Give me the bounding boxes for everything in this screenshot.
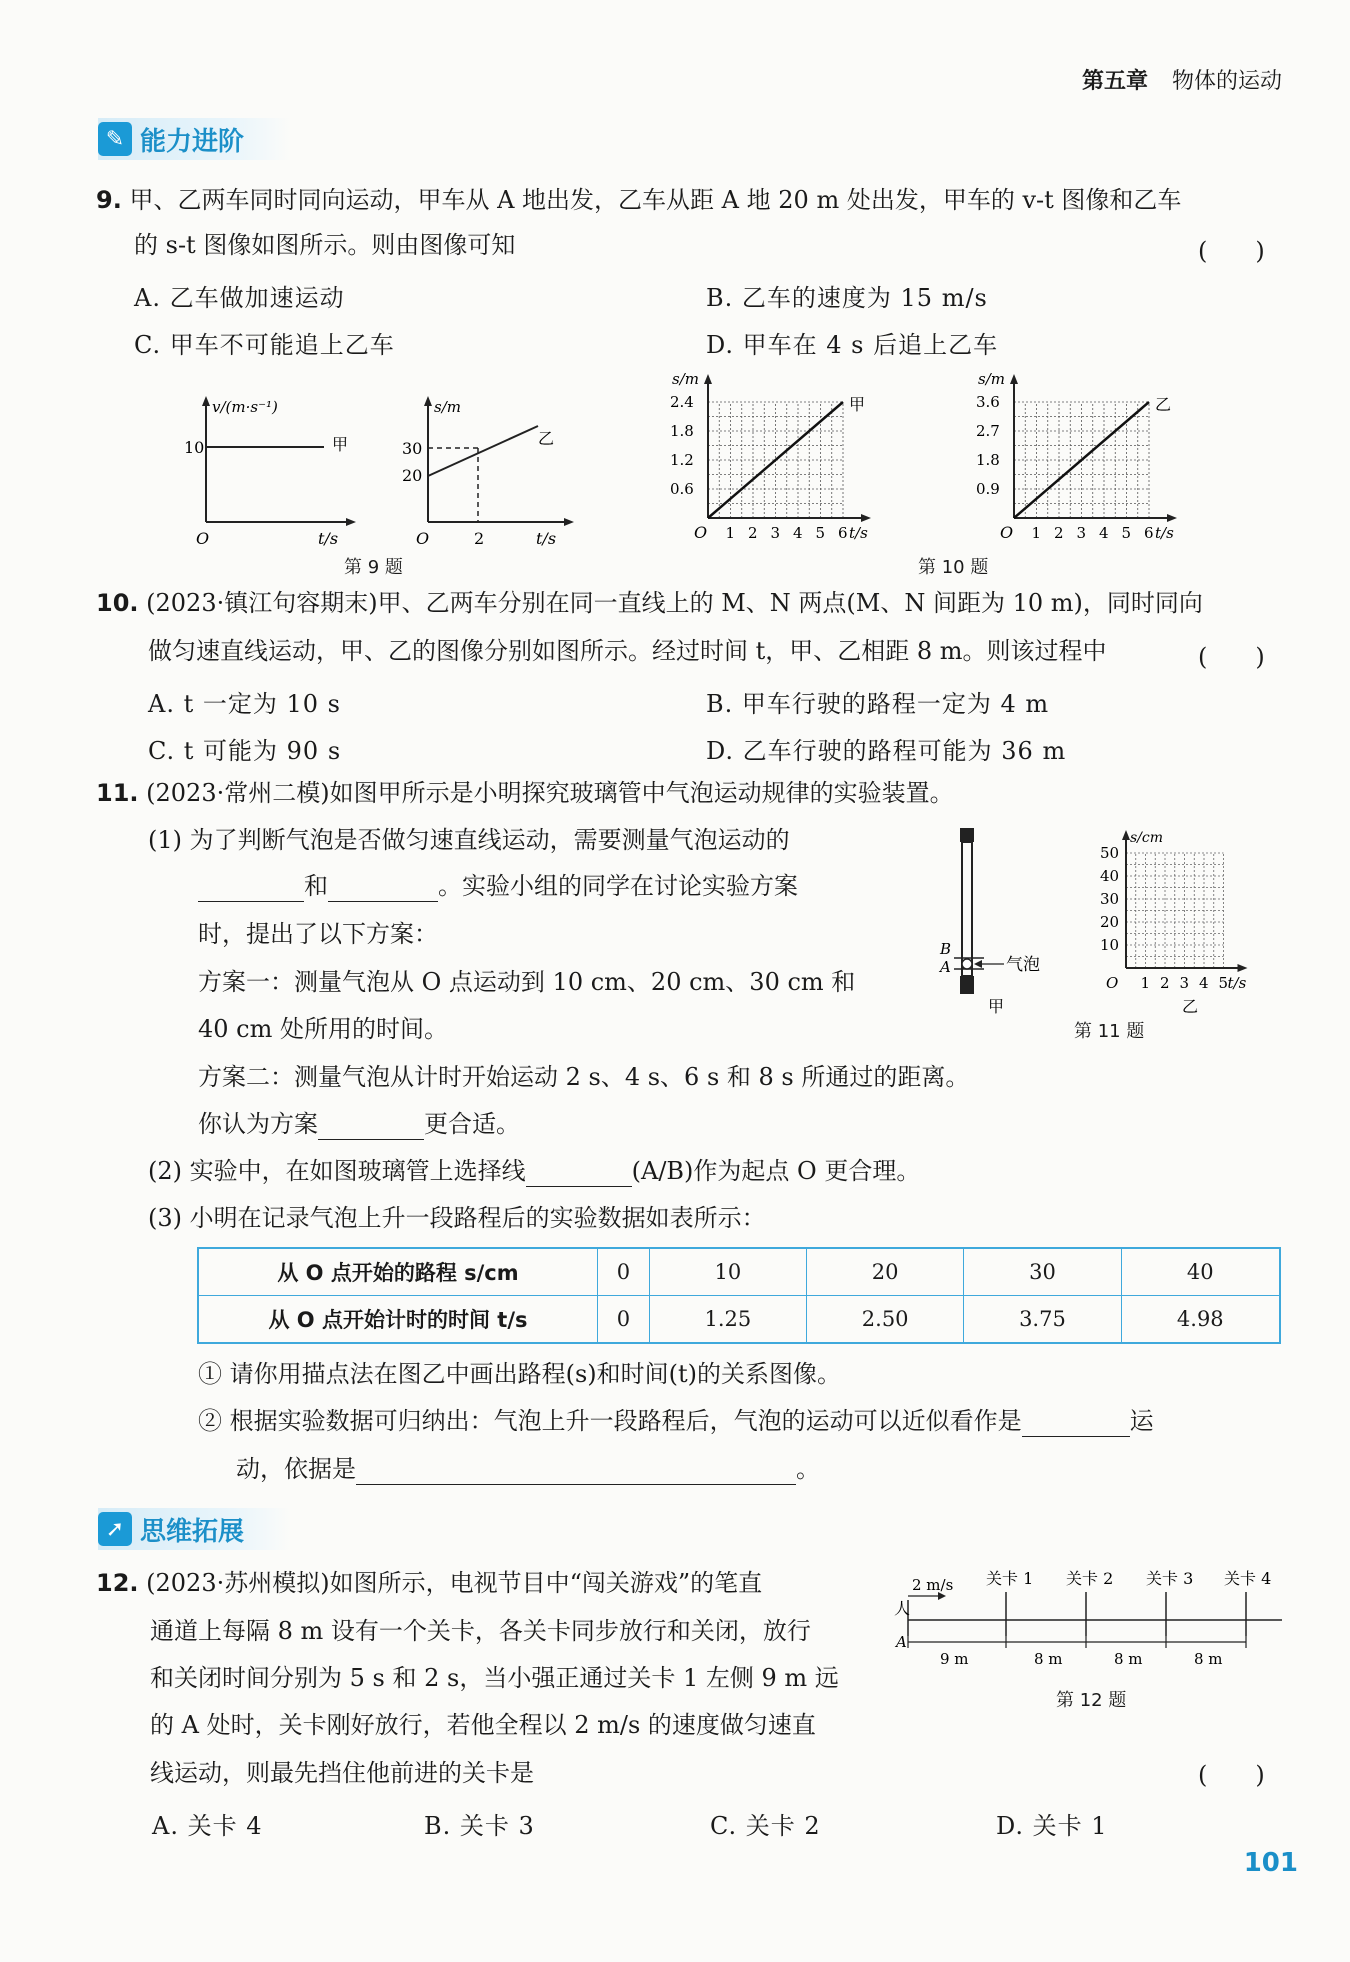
option-d: D. 乙车行驶的路程可能为 36 m bbox=[706, 737, 1067, 765]
axis-label-x: t/s bbox=[849, 524, 868, 542]
question-12-line2: 通道上每隔 8 m 设有一个关卡，各关卡同步放行和关闭，放行 bbox=[150, 1617, 811, 1645]
origin-label: O bbox=[196, 529, 210, 548]
series-label: 甲 bbox=[849, 395, 866, 414]
table-head-distance: 从 O 点开始的路程 s/cm bbox=[198, 1248, 598, 1296]
origin-label: O bbox=[1000, 523, 1014, 542]
question-text: (2023·镇江句容期末)甲、乙两车分别在同一直线上的 M、N 两点(M、N 间距为 10 m)，同时同向 bbox=[146, 589, 1203, 617]
question-number: 12. bbox=[96, 1569, 139, 1597]
axis-label-x: t/s bbox=[536, 529, 557, 548]
text: ② 根据实验数据可归纳出：气泡上升一段路程后，气泡的运动可以近似看作是 bbox=[198, 1407, 1022, 1435]
gate-label-2: 关卡 2 bbox=[1066, 1569, 1114, 1588]
q11-sub1: ① 请你用描点法在图乙中画出路程(s)和时间(t)的关系图像。 bbox=[198, 1360, 842, 1388]
speed-label: 2 m/s bbox=[912, 1576, 954, 1594]
chapter-title: 物体的运动 bbox=[1171, 69, 1282, 94]
option-d: D. 关卡 1 bbox=[996, 1812, 1108, 1840]
tick-label-x: 5 bbox=[1121, 524, 1132, 542]
text: (2) 实验中，在如图玻璃管上选择线 bbox=[148, 1157, 526, 1185]
series-label: 乙 bbox=[1155, 395, 1172, 414]
table-cell: 4.98 bbox=[1121, 1296, 1280, 1344]
tick-label-x: 5 bbox=[815, 524, 826, 542]
bubble-label: 气泡 bbox=[1006, 955, 1040, 975]
axis-label-y: s/m bbox=[434, 398, 461, 416]
axis-label-y: s/m bbox=[672, 370, 699, 388]
distance-label-2: 8 m bbox=[1034, 1650, 1063, 1668]
tick-label-x: 2 bbox=[1160, 974, 1170, 992]
figure-label-jia: 甲 bbox=[988, 997, 1005, 1016]
question-number: 9. bbox=[96, 186, 122, 214]
tick-label: 50 bbox=[1100, 844, 1120, 862]
tick-label-x: 3 bbox=[1076, 524, 1087, 542]
line-b-label: B bbox=[940, 940, 952, 958]
q11-part3: (3) 小明在记录气泡上升一段路程后的实验数据如表所示： bbox=[148, 1204, 766, 1232]
series-label: 乙 bbox=[538, 429, 555, 448]
fig9-vt-graph bbox=[180, 392, 360, 552]
answer-blank[interactable] bbox=[318, 1115, 424, 1140]
tick-label-x: 6 bbox=[838, 524, 848, 542]
tick-label: 30 bbox=[1100, 890, 1120, 908]
question-text: (2023·常州二模)如图甲所示是小明探究玻璃管中气泡运动规律的实验装置。 bbox=[146, 779, 954, 807]
person-label: 人 bbox=[894, 1599, 911, 1618]
tick-label: 0.6 bbox=[670, 480, 694, 498]
question-12-line3: 和关闭时间分别为 5 s 和 2 s，当小强正通过关卡 1 左侧 9 m 远 bbox=[150, 1664, 839, 1692]
tick-label-x: 4 bbox=[1099, 524, 1109, 542]
y-axis-arrow bbox=[1010, 374, 1018, 384]
q11-part1-e: 40 cm 处所用的时间。 bbox=[198, 1015, 448, 1043]
tick-label: 10 bbox=[184, 438, 205, 457]
tick-label: 20 bbox=[1100, 913, 1120, 931]
option-d: D. 甲车在 4 s 后追上乙车 bbox=[706, 331, 999, 359]
tick-label-x: 1 bbox=[1031, 524, 1042, 542]
distance-label-1: 9 m bbox=[940, 1650, 969, 1668]
q11-part1-c: 时，提出了以下方案： bbox=[198, 920, 438, 948]
table-cell: 30 bbox=[964, 1248, 1121, 1296]
question-12-line5: 线运动，则最先挡住他前进的关卡是 bbox=[150, 1759, 534, 1787]
table-cell: 0 bbox=[598, 1248, 650, 1296]
question-text: 甲、乙两车同时同向运动，甲车从 A 地出发，乙车从距 A 地 20 m 处出发，甲车的 v-t 图像和乙车 bbox=[129, 186, 1182, 214]
axis-label-y: s/m bbox=[978, 370, 1005, 388]
tick-label: 2.7 bbox=[976, 422, 1000, 440]
question-9-line1 bbox=[96, 184, 1181, 216]
option-c: C. 关卡 2 bbox=[710, 1812, 821, 1840]
answer-paren: ( ) bbox=[1198, 1761, 1265, 1789]
tick-label: 10 bbox=[1100, 936, 1120, 954]
option-c: C. 甲车不可能追上乙车 bbox=[134, 331, 395, 359]
text: 运 bbox=[1129, 1407, 1154, 1435]
q11-part2 bbox=[148, 1155, 920, 1187]
tick-label-x: 4 bbox=[1199, 974, 1209, 992]
answer-blank[interactable] bbox=[198, 877, 304, 902]
chapter-label: 第五章 bbox=[1081, 69, 1148, 94]
figure-label-yi: 乙 bbox=[1182, 997, 1199, 1016]
origin-label: O bbox=[416, 529, 430, 548]
text: 。 bbox=[796, 1455, 820, 1483]
axis-label-y: s/cm bbox=[1130, 830, 1164, 846]
fig12-gates bbox=[894, 1562, 1294, 1672]
x-axis-arrow bbox=[1167, 514, 1177, 522]
answer-paren: ( ) bbox=[1198, 237, 1265, 265]
answer-blank[interactable] bbox=[526, 1162, 632, 1187]
tick-label-20: 20 bbox=[402, 466, 423, 485]
y-axis-arrow bbox=[1122, 830, 1130, 840]
x-axis-arrow bbox=[861, 514, 871, 522]
page-header bbox=[1082, 64, 1282, 95]
axis-label-x: t/s bbox=[1227, 974, 1247, 992]
tick-label: 0.9 bbox=[976, 480, 1000, 498]
q11-part1-f: 方案二：测量气泡从计时开始运动 2 s、4 s、6 s 和 8 s 所通过的距离。 bbox=[198, 1063, 970, 1091]
tick-label: 1.8 bbox=[976, 451, 1000, 469]
option-a: A. t 一定为 10 s bbox=[148, 690, 341, 718]
table-cell: 10 bbox=[649, 1248, 806, 1296]
distance-label-3: 8 m bbox=[1114, 1650, 1143, 1668]
option-a: A. 关卡 4 bbox=[152, 1812, 263, 1840]
y-axis-arrow bbox=[704, 374, 712, 384]
section-title: 能力进阶 bbox=[140, 126, 245, 157]
gate-label-1: 关卡 1 bbox=[986, 1569, 1034, 1588]
text: 更合适。 bbox=[424, 1110, 520, 1138]
tick-label-x: 3 bbox=[770, 524, 781, 542]
page-number: 101 bbox=[1243, 1848, 1298, 1878]
question-12-line1 bbox=[96, 1567, 762, 1599]
table-cell: 3.75 bbox=[964, 1296, 1121, 1344]
tick-label-x: 2 bbox=[748, 524, 758, 542]
fig10-yi-graph bbox=[974, 368, 1244, 548]
fig11-st-grid bbox=[1092, 822, 1252, 1018]
caption-q9: 第 9 题 bbox=[344, 557, 403, 578]
table-cell: 40 bbox=[1121, 1248, 1280, 1296]
x-axis-arrow bbox=[1238, 964, 1248, 972]
caption-q11: 第 11 题 bbox=[1074, 1021, 1145, 1042]
axis-label-y: v/(m·s⁻¹) bbox=[212, 398, 278, 416]
fig10-jia-graph bbox=[668, 368, 938, 548]
section-title: 思维拓展 bbox=[140, 1516, 245, 1547]
table-cell: 1.25 bbox=[649, 1296, 806, 1344]
gate-label-4: 关卡 4 bbox=[1224, 1569, 1272, 1588]
option-b: B. 乙车的速度为 15 m/s bbox=[706, 284, 988, 312]
question-12-line4: 的 A 处时，关卡刚好放行，若他全程以 2 m/s 的速度做匀速直 bbox=[150, 1711, 816, 1739]
section-badge-ability bbox=[98, 118, 290, 160]
rocket-icon: ➚ bbox=[98, 1512, 132, 1546]
table-cell: 20 bbox=[807, 1248, 964, 1296]
caption-q10: 第 10 题 bbox=[918, 557, 989, 578]
tick-label: 40 bbox=[1100, 867, 1120, 885]
origin-label: O bbox=[1106, 974, 1119, 992]
table-cell: 0 bbox=[598, 1296, 650, 1344]
text: 和 bbox=[304, 872, 328, 900]
pencil-icon: ✎ bbox=[98, 122, 132, 156]
axis-label-x: t/s bbox=[318, 529, 339, 548]
q11-part1-b bbox=[198, 870, 798, 902]
answer-blank[interactable] bbox=[1022, 1412, 1130, 1437]
text: (A/B)作为起点 O 更合理。 bbox=[631, 1157, 921, 1185]
origin-label: O bbox=[694, 523, 708, 542]
tick-label-x: 1 bbox=[725, 524, 736, 542]
text: 。实验小组的同学在讨论实验方案 bbox=[438, 872, 798, 900]
series-label: 甲 bbox=[332, 435, 349, 454]
question-11-line1 bbox=[96, 777, 954, 809]
point-a-label: A bbox=[896, 1633, 907, 1651]
tick-label: 1.2 bbox=[670, 451, 694, 469]
option-c: C. t 可能为 90 s bbox=[148, 737, 342, 765]
table-row bbox=[198, 1296, 1280, 1344]
answer-blank[interactable] bbox=[356, 1460, 796, 1485]
text: 动，依据是 bbox=[236, 1455, 356, 1483]
fig9-st-graph bbox=[398, 392, 578, 552]
tick-label-x: 6 bbox=[1144, 524, 1154, 542]
tick-label: 2.4 bbox=[670, 393, 694, 411]
tick-label: 1.8 bbox=[670, 422, 694, 440]
line-a-label: A bbox=[940, 958, 951, 976]
fig11-tube bbox=[930, 826, 1070, 1016]
question-number: 11. bbox=[96, 779, 139, 807]
table-head-time: 从 O 点开始计时的时间 t/s bbox=[198, 1296, 598, 1344]
tick-label-x: 4 bbox=[793, 524, 803, 542]
q11-sub2-cont bbox=[236, 1453, 820, 1485]
gate-label-3: 关卡 3 bbox=[1146, 1569, 1194, 1588]
question-10-line2: 做匀速直线运动，甲、乙的图像分别如图所示。经过时间 t，甲、乙相距 8 m。则该过程中 bbox=[148, 637, 1107, 665]
tick-label-x: 2 bbox=[1054, 524, 1064, 542]
tick-label-x: 3 bbox=[1179, 974, 1190, 992]
option-a: A. 乙车做加速运动 bbox=[134, 284, 345, 312]
tick-label-30: 30 bbox=[402, 439, 423, 458]
text: 你认为方案 bbox=[198, 1110, 318, 1138]
question-number: 10. bbox=[96, 589, 139, 617]
caption-q12: 第 12 题 bbox=[1056, 1690, 1127, 1711]
tick-label-x: 1 bbox=[1140, 974, 1151, 992]
table-cell: 2.50 bbox=[807, 1296, 964, 1344]
tick-label: 3.6 bbox=[976, 393, 1000, 411]
distance-label-4: 8 m bbox=[1194, 1650, 1223, 1668]
answer-blank[interactable] bbox=[328, 877, 438, 902]
question-9-line2: 的 s-t 图像如图所示。则由图像可知 bbox=[134, 231, 516, 259]
tick-label-x: 5 bbox=[1218, 974, 1229, 992]
question-text: (2023·苏州模拟)如图所示，电视节目中“闯关游戏”的笔直 bbox=[146, 1569, 763, 1597]
q11-sub2 bbox=[198, 1405, 1154, 1437]
option-b: B. 关卡 3 bbox=[424, 1812, 535, 1840]
q11-part1-a: (1) 为了判断气泡是否做匀速直线运动，需要测量气泡运动的 bbox=[148, 826, 790, 854]
q11-part1-d: 方案一：测量气泡从 O 点运动到 10 cm、20 cm、30 cm 和 bbox=[198, 968, 856, 996]
question-10-line1 bbox=[96, 587, 1203, 619]
tick-label-x2: 2 bbox=[474, 529, 485, 548]
table-row bbox=[198, 1248, 1280, 1296]
section-badge-thinking bbox=[98, 1508, 290, 1550]
answer-paren: ( ) bbox=[1198, 643, 1265, 671]
q11-data-table bbox=[197, 1247, 1281, 1344]
axis-label-x: t/s bbox=[1155, 524, 1174, 542]
q11-part1-g bbox=[198, 1108, 520, 1140]
option-b: B. 甲车行驶的路程一定为 4 m bbox=[706, 690, 1050, 718]
